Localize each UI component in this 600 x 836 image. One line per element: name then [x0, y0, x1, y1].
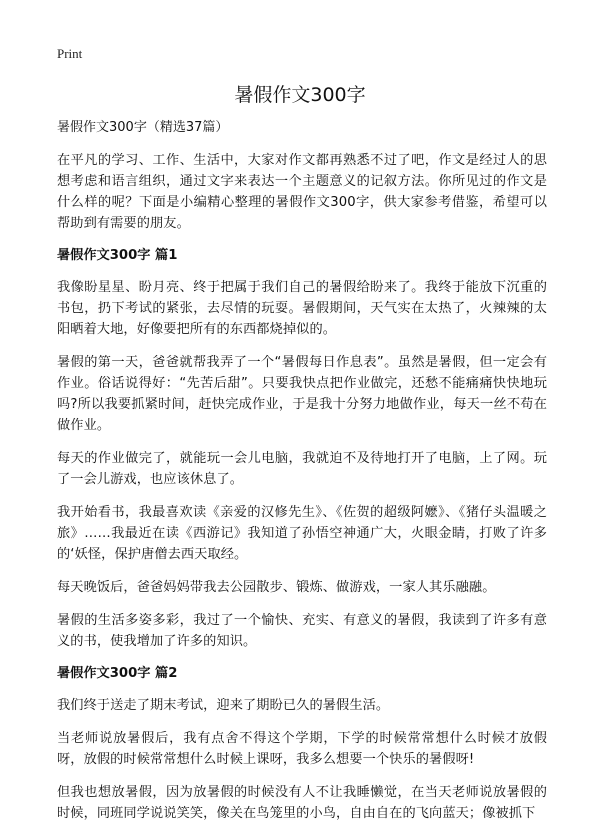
paragraph: 当老师说放暑假后，我有点舍不得这个学期，下学的时候常常想什么时候才放假呀，放假的时候常常想什么时候上课呀，我多么想要一个快乐的暑假呀!	[57, 731, 547, 767]
page-title: 暑假作文300字	[234, 84, 366, 106]
section-2	[57, 664, 547, 824]
paragraph: 每天晚饭后，爸爸妈妈带我去公园散步、锻炼、做游戏，一家人其乐融融。	[57, 580, 496, 595]
paragraph: 暑假的第一天，爸爸就帮我弄了一个“暑假每日作息表”。虽然是暑假，但一定会有作业。俗话说得好：“先苦后甜”。只要我快点把作业做完，还愁不能痛痛快快地玩吗?所以我要抓紧时间，赶快完成作业，于是我十分努力地做作业，每天一丝不苟在做作业。	[57, 355, 547, 433]
article-body	[57, 118, 547, 836]
paragraph: 我开始看书，我最喜欢读《亲爱的汉修先生》、《佐贺的超级阿嬷》、《猪仔头温暖之旅》……我最近在读《西游记》我知道了孙悟空神通广大，火眼金睛，打败了许多的‘妖怪，保护唐僧去西天取经。	[57, 505, 547, 562]
article-subtitle: 暑假作文300字（精选37篇）	[57, 120, 229, 135]
print-link[interactable]: Print	[57, 46, 83, 61]
section-1	[57, 246, 547, 652]
paragraph: 每天的作业做完了，就能玩一会儿电脑，我就迫不及待地打开了电脑，上了网。玩了一会儿游戏，也应该休息了。	[57, 451, 547, 487]
intro-paragraph: 在平凡的学习、工作、生活中，大家对作文都再熟悉不过了吧，作文是经过人的思想考虑和语言组织，通过文字来表达一个主题意义的记叙方法。你所见过的作文是什么样的呢？下面是小编精心整理的暑假作文300字，供大家参考借鉴，希望可以帮助到有需要的朋友。	[57, 153, 547, 231]
paragraph: 但我也想放暑假，因为放暑假的时候没有人不让我睡懒觉，在当天老师说放暑假的时候，同班同学说说笑笑，像关在鸟笼里的小鸟，自由自在的飞向蓝天；像被抓下	[57, 785, 547, 821]
paragraph: 暑假的生活多姿多彩，我过了一个愉快、充实、有意义的暑假，我读到了许多有意义的书，使我增加了许多的知识。	[57, 613, 547, 649]
section-heading: 暑假作文300字 篇1	[57, 248, 178, 263]
section-heading: 暑假作文300字 篇2	[57, 666, 178, 681]
paragraph: 我们终于送走了期末考试，迎来了期盼已久的暑假生活。	[57, 698, 390, 713]
paragraph: 我像盼星星、盼月亮、终于把属于我们自己的暑假给盼来了。我终于能放下沉重的书包，扔下考试的紧张，去尽情的玩耍。暑假期间，天气实在太热了，火辣辣的太阳晒着大地，好像要把所有的东西都烧掉似的。	[57, 280, 547, 337]
